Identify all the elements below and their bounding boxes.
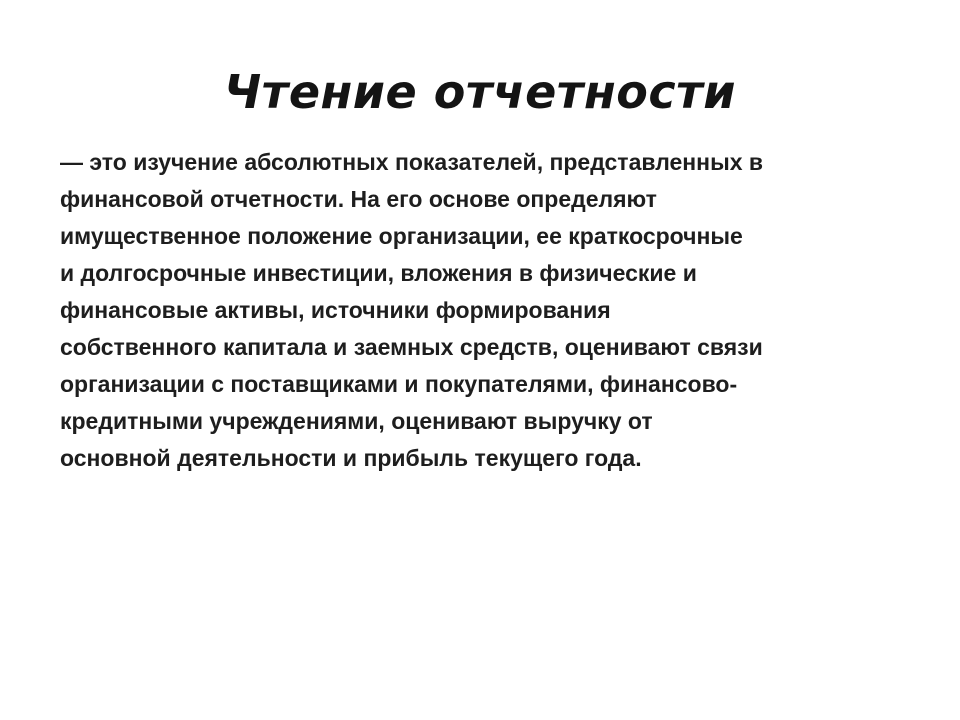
body-line: — это изучение абсолютных показателей, представленных в [60, 149, 764, 175]
body-line: финансовой отчетности. На его основе определяют [60, 186, 657, 212]
body-line: основной деятельности и прибыль текущего года. [60, 445, 642, 471]
slide-title: Чтение отчетности [223, 65, 736, 119]
body-line: и долгосрочные инвестиции, вложения в физические и [60, 260, 697, 286]
slide-body [60, 144, 908, 477]
body-line: финансовые активы, источники формирования [60, 297, 611, 323]
body-line: имущественное положение организации, ее краткосрочные [60, 223, 743, 249]
body-line: собственного капитала и заемных средств, оценивают связи [60, 334, 763, 360]
body-line: кредитными учреждениями, оценивают выручку от [60, 408, 653, 434]
body-line: организации с поставщиками и покупателями, финансово- [60, 371, 738, 397]
